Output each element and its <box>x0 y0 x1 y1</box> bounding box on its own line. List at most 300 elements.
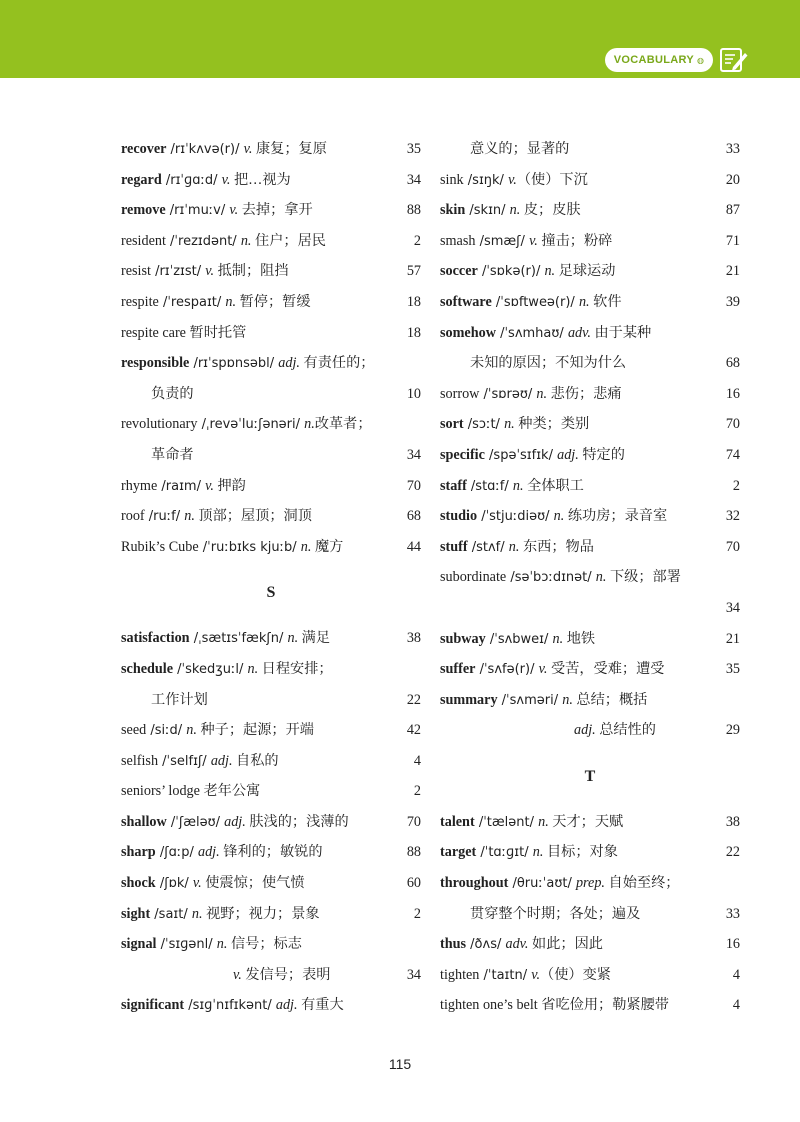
vocab-entry <box>440 471 740 502</box>
phonetic: /ˈsʌfə(r)/ <box>475 662 539 678</box>
meaning-continued: 未知的原因；不知为什么 <box>470 355 627 372</box>
phonetic: /sɪɡˈnɪfɪkənt/ <box>184 998 276 1014</box>
headword: significant <box>121 997 185 1014</box>
meaning: （使）变紧 <box>540 966 611 983</box>
page-ref: 60 <box>406 875 421 892</box>
vocab-entry <box>440 960 740 991</box>
page-ref: 35 <box>725 661 740 678</box>
vocab-entry <box>121 654 421 685</box>
meaning: 练功房；录音室 <box>564 508 668 525</box>
vocab-entry <box>121 256 421 287</box>
entry-text <box>440 997 669 1013</box>
part-of-speech: n. <box>553 508 565 525</box>
page-ref: 22 <box>406 691 421 708</box>
entry-text <box>440 569 681 585</box>
part-of-speech: n. <box>536 385 548 402</box>
page-ref: 16 <box>725 936 740 953</box>
page-ref: 38 <box>725 813 740 830</box>
meaning: 老年公寓 <box>199 783 261 800</box>
meaning: 全体职工 <box>523 477 584 494</box>
vocab-entry <box>440 501 740 532</box>
phonetic: /stɑːf/ <box>466 478 513 494</box>
headword: subordinate <box>440 569 507 586</box>
entry-text <box>440 325 651 341</box>
part-of-speech: n. <box>512 477 524 494</box>
vocab-entry <box>121 899 421 930</box>
vocab-entry <box>440 318 740 349</box>
part-of-speech: n. <box>578 293 590 310</box>
part-of-speech: n. <box>595 569 607 586</box>
notebook-pencil-icon <box>719 46 749 74</box>
part-of-speech: prep. <box>575 875 605 892</box>
phonetic: /ˈsʌbweɪ/ <box>485 631 553 647</box>
page-ref: 34 <box>406 171 421 188</box>
meaning-continued: 发信号；表明 <box>241 966 331 983</box>
page-ref: 87 <box>725 202 740 219</box>
part-of-speech: n. <box>504 416 515 433</box>
entry-text <box>121 722 314 738</box>
phonetic: /ˈsɒkə(r)/ <box>477 264 545 280</box>
part-of-speech: n. <box>247 660 259 677</box>
phonetic: /ˈtælənt/ <box>474 814 539 830</box>
page-ref: 70 <box>406 477 421 494</box>
entry-text <box>121 141 327 157</box>
section-badge <box>605 48 713 72</box>
vocab-entry <box>121 501 421 532</box>
entry-text <box>121 539 343 555</box>
badge-dot-icon: ◍ <box>696 55 705 65</box>
headword: skin <box>440 202 466 219</box>
headword: remove <box>121 202 166 219</box>
headword: soccer <box>440 263 478 280</box>
page-ref: 20 <box>725 171 740 188</box>
vocab-entry <box>121 287 421 318</box>
entry-text <box>121 814 349 830</box>
vocab-entry <box>440 409 740 440</box>
vocab-entry <box>440 134 740 165</box>
page-ref: 74 <box>725 446 740 463</box>
vocab-entry <box>121 960 421 991</box>
entry-text <box>121 508 312 524</box>
headword: recover <box>121 141 167 157</box>
headword: signal <box>121 936 157 953</box>
vocab-entry <box>121 134 421 165</box>
vocab-entry <box>440 990 740 1021</box>
phonetic: /ˈruːbɪks kjuːb/ <box>198 539 301 555</box>
meaning-continued: 意义的；显著的 <box>470 141 570 157</box>
meaning: 受苦，受难；遭受 <box>547 661 665 678</box>
headword: sharp <box>121 844 156 861</box>
entry-text <box>121 844 323 860</box>
phonetic: /ˌrevəˈluːʃənəri/ <box>197 417 305 433</box>
meaning: 种子；起源；开端 <box>196 722 314 739</box>
entry-text <box>440 631 595 647</box>
vocab-entry <box>121 990 421 1021</box>
phonetic: /ˈselfɪʃ/ <box>158 753 211 769</box>
meaning: 有重大 <box>297 997 344 1014</box>
phonetic: /ruːf/ <box>144 509 185 525</box>
meaning-continued: 革命者 <box>151 446 194 463</box>
meaning: 目标；对象 <box>543 844 618 861</box>
entry-text <box>440 661 664 677</box>
part-of-speech: n. <box>532 844 544 861</box>
vocab-entry <box>121 379 421 410</box>
page-ref: 71 <box>725 232 740 249</box>
headword: suffer <box>440 661 476 678</box>
page-ref: 2 <box>413 783 421 800</box>
part-of-speech: adj. <box>224 813 246 830</box>
meaning: 总结；概括 <box>572 691 648 708</box>
headword: staff <box>440 477 467 494</box>
entry-text <box>440 447 625 463</box>
meaning: 满足 <box>298 630 331 647</box>
part-of-speech: adj. <box>574 722 596 739</box>
vocab-entry <box>440 868 740 899</box>
part-of-speech: v. <box>205 263 215 280</box>
entry-text <box>440 814 623 830</box>
part-of-speech: v. <box>192 875 202 892</box>
part-of-speech: n. <box>216 936 228 953</box>
vocab-entry <box>121 837 421 868</box>
page-ref: 4 <box>732 997 740 1014</box>
page-ref: 2 <box>413 905 421 922</box>
page-ref: 39 <box>725 293 740 310</box>
phonetic: /ˈrezɪdənt/ <box>165 233 241 249</box>
part-of-speech: v. <box>531 966 541 983</box>
headword: thus <box>440 936 467 953</box>
headword: rhyme <box>121 477 158 494</box>
entry-text <box>121 661 333 677</box>
meaning: 皮；皮肤 <box>520 202 581 219</box>
entry-text <box>121 325 246 341</box>
entry-text <box>121 906 320 922</box>
vocab-entry <box>121 195 421 226</box>
entry-text <box>440 875 679 891</box>
meaning: 如此；因此 <box>528 936 603 953</box>
entry-text <box>440 386 622 402</box>
entry-text <box>440 722 656 738</box>
headword: shallow <box>121 813 167 830</box>
page-ref: 4 <box>413 752 421 769</box>
meaning: 有责任的； <box>299 355 375 372</box>
headword: subway <box>440 630 486 647</box>
headword: sight <box>121 905 151 922</box>
vocab-entry <box>121 471 421 502</box>
headword: specific <box>440 446 485 463</box>
part-of-speech: v. <box>233 966 242 983</box>
page-ref: 16 <box>725 385 740 402</box>
page-ref: 18 <box>406 324 421 341</box>
entry-text <box>440 294 622 310</box>
vocab-entry <box>121 623 421 654</box>
phonetic: /rɪˈkʌvə(r)/ <box>166 142 244 157</box>
entry-text <box>121 997 344 1013</box>
entry-text <box>121 416 372 432</box>
part-of-speech: n. <box>538 813 549 830</box>
vocab-entry <box>440 685 740 716</box>
entry-text <box>121 875 305 891</box>
entry-text <box>121 753 279 769</box>
phonetic: /spəˈsɪfɪk/ <box>484 447 558 463</box>
vocab-entry <box>440 379 740 410</box>
section-letter: S <box>266 584 276 602</box>
entry-text <box>121 172 291 188</box>
phonetic: /smæʃ/ <box>475 233 530 249</box>
vocab-entry <box>440 624 740 655</box>
phonetic: /rɪˈspɒnsəbl/ <box>189 356 279 372</box>
headword: seniors’ lodge <box>121 783 200 800</box>
entry-text <box>121 294 311 310</box>
page-ref: 21 <box>725 263 740 280</box>
vocab-entry <box>440 837 740 868</box>
headword: throughout <box>440 875 509 892</box>
meaning: 使震惊；使气愤 <box>201 875 305 892</box>
phonetic: /ˈtaɪtn/ <box>479 967 532 983</box>
headword: selfish <box>121 752 159 769</box>
headword: roof <box>121 508 145 525</box>
vocab-entry <box>440 256 740 287</box>
phonetic: /ˈsʌmhaʊ/ <box>495 325 568 341</box>
vocab-entry <box>121 746 421 777</box>
entry-text <box>121 263 289 279</box>
vocab-entry <box>440 562 740 593</box>
part-of-speech: n. <box>240 232 252 249</box>
vocab-entry <box>440 807 740 838</box>
page-ref: 35 <box>406 141 421 157</box>
page-ref: 33 <box>725 141 740 157</box>
headword: somehow <box>440 324 496 341</box>
headword: schedule <box>121 660 174 677</box>
headword: sort <box>440 416 464 433</box>
part-of-speech: adj. <box>557 446 579 463</box>
page-ref: 18 <box>406 293 421 310</box>
headword: shock <box>121 875 156 892</box>
entry-text <box>121 478 246 494</box>
part-of-speech: v. <box>538 661 548 678</box>
meaning-continued: 总结性的 <box>595 722 656 739</box>
meaning: 下级；部署 <box>606 569 681 586</box>
phonetic: /ˈʃæləʊ/ <box>166 814 225 830</box>
meaning: 肤浅的；浅薄的 <box>245 813 349 830</box>
part-of-speech: v. <box>229 202 239 219</box>
vocab-entry <box>440 348 740 379</box>
vocab-entry <box>121 165 421 196</box>
part-of-speech: v. <box>221 171 231 188</box>
phonetic: /siːd/ <box>146 723 187 739</box>
phonetic: /rɪˈɡɑːd/ <box>161 172 222 188</box>
phonetic: /ˈsɒftweə(r)/ <box>491 294 579 310</box>
meaning: 种类；类别 <box>514 416 590 433</box>
meaning: 顶部；屋顶；洞顶 <box>194 508 312 525</box>
page-ref: 88 <box>406 844 421 861</box>
headword: regard <box>121 171 162 188</box>
page-ref: 2 <box>413 232 421 249</box>
meaning: 东西；物品 <box>519 538 594 555</box>
page-ref: 70 <box>406 813 421 830</box>
meaning-continued: 贯穿整个时期；各处；遍及 <box>470 905 641 922</box>
page-ref: 10 <box>406 385 421 402</box>
headword: tighten <box>440 966 480 983</box>
entry-text <box>440 141 569 157</box>
meaning: 魔方 <box>311 538 344 555</box>
vocab-entry <box>440 715 740 746</box>
phonetic: /rɪˈzɪst/ <box>150 264 206 280</box>
page-ref: 33 <box>725 905 740 922</box>
meaning: 把…视为 <box>230 171 291 188</box>
page-ref: 21 <box>725 630 740 647</box>
part-of-speech: n. <box>544 263 556 280</box>
part-of-speech: n. <box>552 630 564 647</box>
phonetic: /ˈsʌməri/ <box>497 692 563 708</box>
meaning: 暂停；暂缓 <box>236 293 311 310</box>
part-of-speech: n. <box>225 293 237 310</box>
entry-text <box>121 355 374 371</box>
meaning-continued: 负责的 <box>151 385 194 402</box>
meaning: 自始至终； <box>604 875 680 892</box>
meaning: 视野；视力；景象 <box>202 905 320 922</box>
meaning: 康复；复原 <box>252 141 327 157</box>
part-of-speech: adv. <box>505 936 529 953</box>
meaning: 暂时托管 <box>185 324 247 341</box>
meaning: 信号；标志 <box>227 936 302 953</box>
part-of-speech: adv. <box>567 324 591 341</box>
vocab-entry <box>121 685 421 716</box>
entry-text <box>121 386 194 402</box>
part-of-speech: v. <box>529 232 538 249</box>
phonetic: /raɪm/ <box>157 478 206 494</box>
vocab-entry <box>121 226 421 257</box>
meaning: 押韵 <box>213 477 246 494</box>
part-of-speech: n. <box>191 905 203 922</box>
headword: responsible <box>121 355 190 372</box>
part-of-speech: n. <box>508 538 520 555</box>
entry-text <box>440 478 584 494</box>
meaning: 撞击；粉碎 <box>537 232 613 249</box>
meaning: 日程安排； <box>258 660 333 677</box>
page-ref: 34 <box>406 966 421 983</box>
page-ref: 68 <box>725 355 740 372</box>
vocab-entry <box>440 195 740 226</box>
entry-text <box>440 539 594 555</box>
meaning: 天才；天赋 <box>548 813 624 830</box>
headword: respite care <box>121 324 186 341</box>
part-of-speech: n. <box>186 722 197 739</box>
page-ref: 42 <box>406 722 421 739</box>
right-column <box>440 134 740 1021</box>
vocab-entry <box>121 776 421 807</box>
entry-text <box>440 233 612 249</box>
entry-text <box>440 936 603 952</box>
vocab-entry <box>121 318 421 349</box>
meaning: 由于某种 <box>590 324 652 341</box>
phonetic: /rɪˈmuːv/ <box>165 203 230 219</box>
phonetic: /ˈsɒrəʊ/ <box>479 386 537 402</box>
vocab-entry <box>440 287 740 318</box>
entry-text <box>121 783 260 799</box>
section-label: VOCABULARY <box>613 54 694 66</box>
page-ref: 70 <box>725 416 740 433</box>
entry-text <box>440 263 615 279</box>
part-of-speech: v. <box>508 171 517 188</box>
headword: stuff <box>440 538 468 555</box>
phonetic: /ðʌs/ <box>466 937 506 953</box>
vocab-entry <box>440 440 740 471</box>
entry-text <box>440 355 626 371</box>
entry-text <box>121 447 194 463</box>
entry-text <box>440 844 618 860</box>
meaning: 足球运动 <box>555 263 616 280</box>
page-number: 115 <box>388 1056 412 1072</box>
meaning: 悲伤；悲痛 <box>547 385 622 402</box>
meaning: 自私的 <box>232 752 279 769</box>
page-ref: 38 <box>406 630 421 647</box>
phonetic: /θruːˈaʊt/ <box>508 876 576 892</box>
meaning: 抵制；阻挡 <box>214 263 289 280</box>
page-ref: 22 <box>725 844 740 861</box>
phonetic: /ˈrespaɪt/ <box>158 294 226 310</box>
vocab-entry <box>121 440 421 471</box>
phonetic: /sɔːt/ <box>463 417 505 433</box>
page-ref: 2 <box>732 477 740 494</box>
meaning: 去掉；拿开 <box>238 202 313 219</box>
vocab-entry <box>121 715 421 746</box>
meaning: （使）下沉 <box>516 171 588 188</box>
vocab-entry <box>121 348 421 379</box>
page-ref: 68 <box>406 508 421 525</box>
part-of-speech: adj. <box>275 997 298 1014</box>
page-ref: 32 <box>725 508 740 525</box>
entry-text <box>121 936 302 952</box>
headword: Rubik’s Cube <box>121 538 199 555</box>
part-of-speech: adj. <box>197 844 220 861</box>
phonetic: /ˈskedʒuːl/ <box>173 661 248 677</box>
meaning: 地铁 <box>563 630 596 647</box>
section-letter: T <box>584 767 596 785</box>
meaning: 软件 <box>589 293 622 310</box>
part-of-speech: n. <box>509 202 521 219</box>
headword: resident <box>121 232 166 249</box>
vocab-entry <box>121 409 421 440</box>
vocab-entry <box>121 929 421 960</box>
entry-text <box>440 906 640 922</box>
phonetic: /ˌsætɪsˈfækʃn/ <box>189 631 288 647</box>
page-ref: 88 <box>406 202 421 219</box>
entry-text <box>121 692 208 708</box>
part-of-speech: n. <box>184 508 195 525</box>
part-of-speech: n. <box>562 691 573 708</box>
phonetic: /ˈsɪɡənl/ <box>156 937 217 953</box>
part-of-speech: n. <box>300 538 312 555</box>
vocab-entry <box>440 899 740 930</box>
vocab-entry <box>440 593 740 624</box>
part-of-speech: v. <box>205 477 214 494</box>
headword: respite <box>121 293 159 310</box>
entry-text <box>121 967 330 983</box>
page-ref: 34 <box>406 446 421 463</box>
headword: seed <box>121 722 147 739</box>
headword: sorrow <box>440 385 480 402</box>
entry-text <box>121 233 326 249</box>
phonetic: /skɪn/ <box>465 203 510 219</box>
part-of-speech: n. <box>304 416 315 433</box>
meaning: 住户；居民 <box>251 232 326 249</box>
headword: sink <box>440 171 464 188</box>
headword: studio <box>440 508 478 525</box>
part-of-speech: v. <box>243 141 253 157</box>
headword: tighten one’s belt <box>440 997 538 1014</box>
vocab-entry <box>440 165 740 196</box>
headword: revolutionary <box>121 416 198 433</box>
